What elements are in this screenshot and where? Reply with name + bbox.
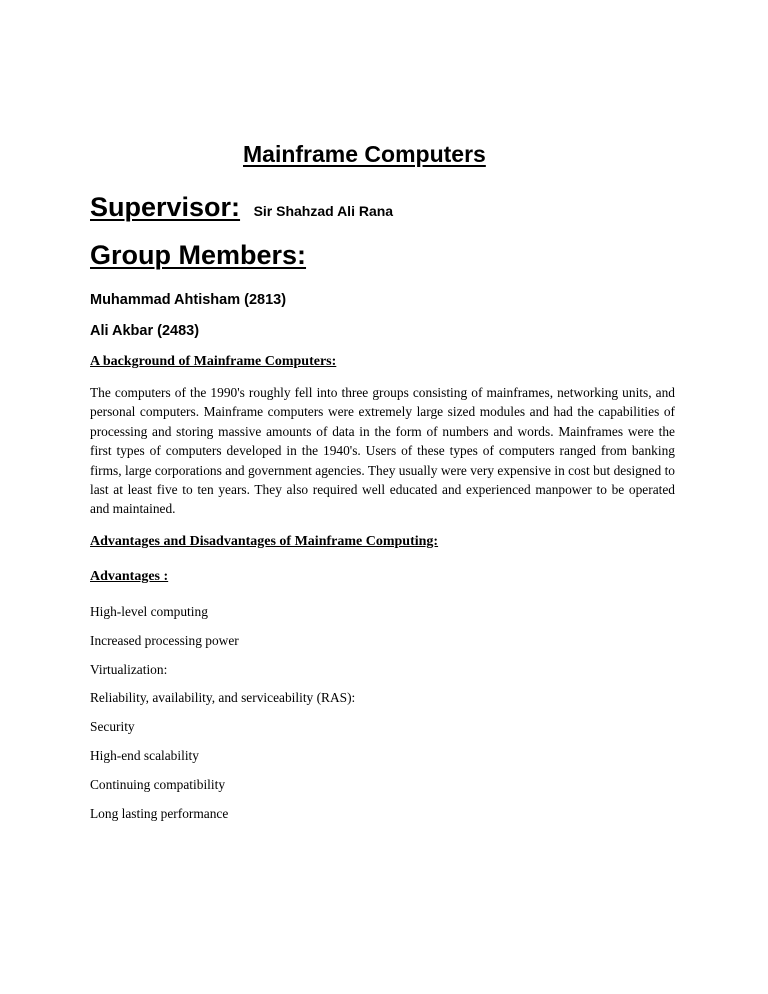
- list-item: Long lasting performance: [90, 805, 229, 821]
- list-item: Reliability, availability, and serviceability (RAS):: [90, 690, 356, 706]
- background-paragraph: The computers of the 1990's roughly fell into three groups consisting of mainframes, networking units, and personal computers. Mainframe computers were extremely large sized modules and had the capabilities of processing and storing massive amounts of data in the form of numbers and words. Mainframes were the first types of computers developed in the 1940's. Users of these types of computers ranged from banking firms, large corporations and government agencies. They usually were very expensive in cost but designed to last at least five to ten years. They also required well educated and experienced manpower to be operated and maintained.: [90, 385, 675, 517]
- list-item: Virtualization:: [90, 661, 168, 677]
- advantages-heading: Advantages :: [90, 569, 169, 584]
- group-member: Muhammad Ahtisham (2813): [90, 292, 287, 308]
- advantages-list: [90, 602, 355, 832]
- document-title: Mainframe Computers: [243, 141, 486, 167]
- adv-disadv-heading: Advantages and Disadvantages of Mainframe Computing:: [90, 534, 439, 549]
- list-item: Increased processing power: [90, 632, 239, 648]
- list-item: High-level computing: [90, 604, 208, 619]
- supervisor-label: Supervisor:: [90, 192, 241, 222]
- list-item: High-end scalability: [90, 747, 199, 763]
- list-item: Continuing compatibility: [90, 776, 226, 792]
- group-members-heading: Group Members:: [90, 240, 307, 270]
- group-member: Ali Akbar (2483): [90, 323, 200, 339]
- supervisor-line: [90, 192, 393, 223]
- supervisor-name: Sir Shahzad Ali Rana: [253, 203, 394, 219]
- background-heading: A background of Mainframe Computers:: [90, 354, 337, 369]
- list-item: Security: [90, 719, 135, 735]
